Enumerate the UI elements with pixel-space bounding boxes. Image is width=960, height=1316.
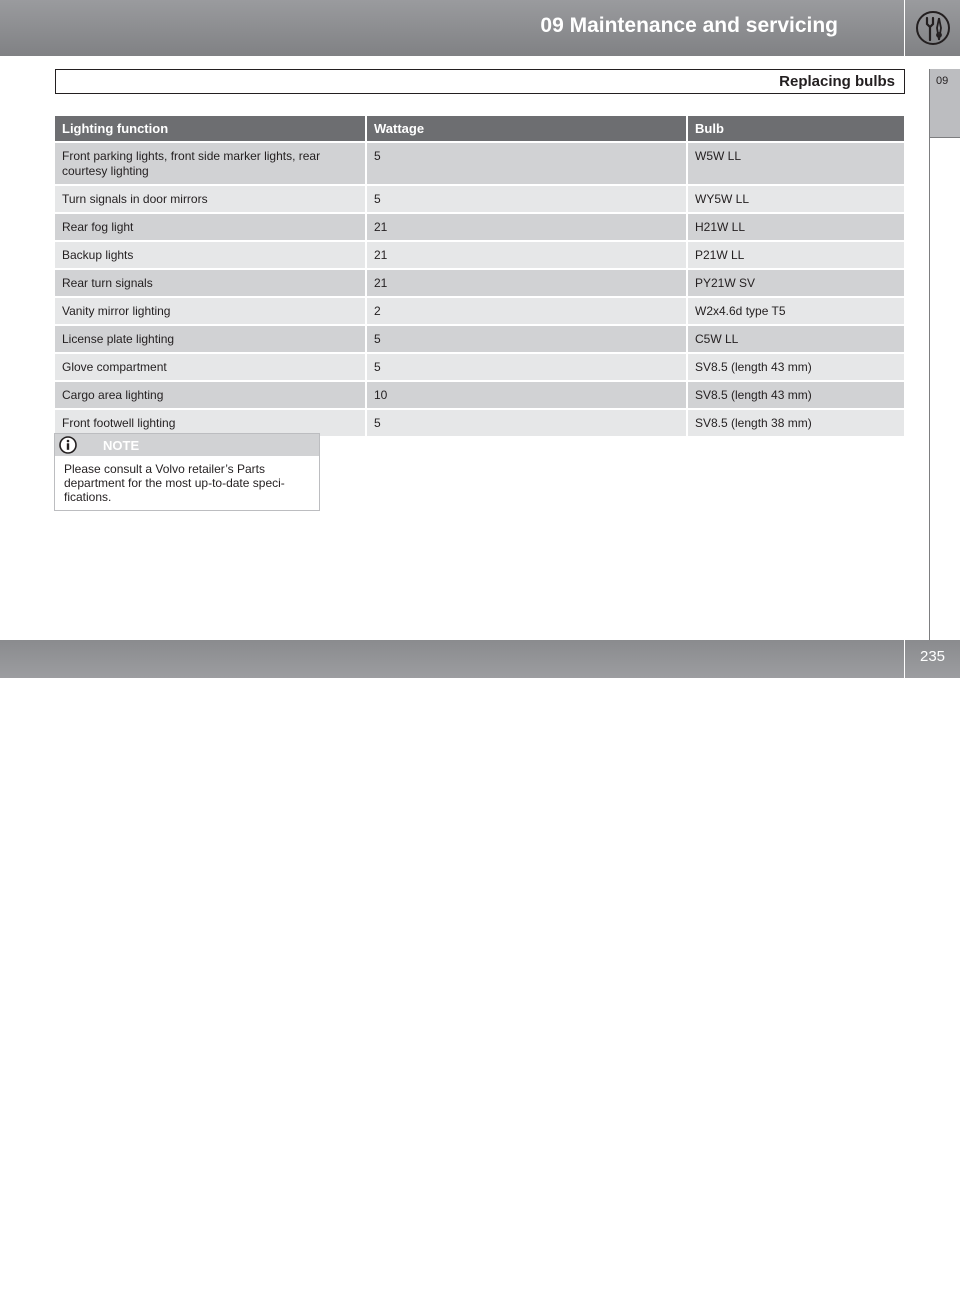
table-row [55, 184, 904, 212]
side-divider [929, 137, 930, 640]
info-icon [59, 436, 77, 454]
table-cell: H21W LL [688, 212, 904, 240]
table-cell: SV8.5 (length 43 mm) [688, 380, 904, 408]
table-cell: Vanity mirror lighting [55, 296, 367, 324]
column-header: Wattage [367, 116, 688, 141]
table-cell: 5 [367, 184, 688, 212]
note-header [55, 434, 319, 456]
table-cell: SV8.5 (length 38 mm) [688, 408, 904, 436]
wrench-icon [914, 9, 952, 47]
table-cell: Glove compartment [55, 352, 367, 380]
table-cell: C5W LL [688, 324, 904, 352]
table-row [55, 408, 904, 436]
note-text: Please consult a Volvo retailer’s Parts department for the most up-to-date speci-fications. [64, 462, 285, 504]
table-row [55, 141, 904, 184]
watermark: carmanualsonline.info [620, 1290, 875, 1315]
table-cell: 5 [367, 352, 688, 380]
table-cell: SV8.5 (length 43 mm) [688, 352, 904, 380]
table-row [55, 380, 904, 408]
table-cell: 10 [367, 380, 688, 408]
chapter-side-tab[interactable] [929, 69, 960, 138]
chapter-header-bar [0, 0, 904, 56]
table-cell: WY5W LL [688, 184, 904, 212]
column-header: Lighting function [55, 116, 367, 141]
table-cell: P21W LL [688, 240, 904, 268]
chapter-icon-box [905, 0, 960, 56]
table-cell: License plate lighting [55, 324, 367, 352]
bulb-table [55, 116, 904, 436]
note-label: NOTE [103, 438, 140, 453]
table-cell: PY21W SV [688, 268, 904, 296]
table-header-row [55, 116, 904, 141]
page-number: 235 [920, 648, 946, 665]
table-row [55, 352, 904, 380]
table-cell: 21 [367, 240, 688, 268]
chapter-title: 09 Maintenance and servicing [540, 14, 838, 37]
table-row [55, 296, 904, 324]
column-header: Bulb [688, 116, 904, 141]
section-header [55, 69, 905, 94]
footer-bar [0, 640, 904, 1315]
table-cell: Rear fog light [55, 212, 367, 240]
table-cell: 5 [367, 141, 688, 184]
section-title: Replacing bulbs [779, 73, 895, 90]
table-cell: Turn signals in door mirrors [55, 184, 367, 212]
table-cell: Cargo area lighting [55, 380, 367, 408]
table-cell: W2x4.6d type T5 [688, 296, 904, 324]
table-cell: Rear turn signals [55, 268, 367, 296]
table-cell: 2 [367, 296, 688, 324]
table-cell: Front parking lights, front side marker lights, rear courtesy lighting [55, 141, 367, 184]
table-cell: Front footwell lighting [55, 408, 367, 436]
table-row [55, 240, 904, 268]
side-tab-label: 09 [936, 75, 949, 87]
table-cell: 5 [367, 324, 688, 352]
table-cell: 21 [367, 268, 688, 296]
table-row [55, 268, 904, 296]
table-cell: W5W LL [688, 141, 904, 184]
table-cell: Backup lights [55, 240, 367, 268]
note-box [54, 433, 320, 511]
table-cell: 21 [367, 212, 688, 240]
table-row [55, 212, 904, 240]
table-cell: 5 [367, 408, 688, 436]
table-row [55, 324, 904, 352]
